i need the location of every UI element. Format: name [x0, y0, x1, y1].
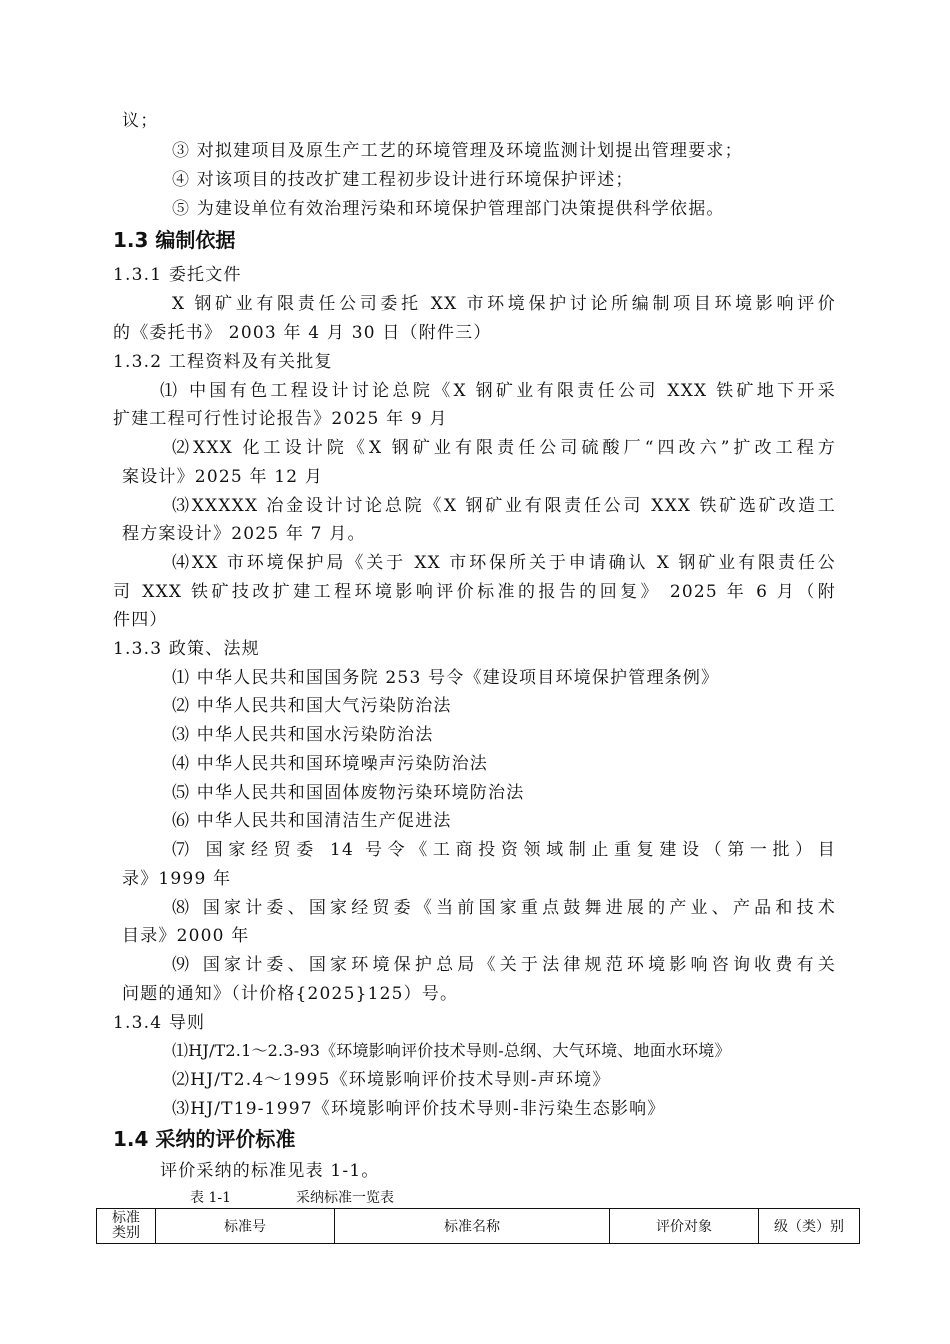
text-line: 评价采纳的标准见表 1-1。: [160, 1161, 380, 1181]
table-caption-number: 表 1-1: [190, 1190, 231, 1206]
list-item: ⑵HJ/T2.4～1995《环境影响评价技术导则-声环境》: [172, 1070, 611, 1090]
list-item: ⑻ 国家计委、国家经贸委《当前国家重点鼓舞进展的产业、产品和技术: [172, 898, 836, 918]
table-caption-title: 采纳标准一览表: [296, 1190, 394, 1206]
list-item: ⑺ 国家经贸委 14 号令《工商投资领域制止重复建设（第一批）目: [172, 840, 836, 860]
text-line: 程方案设计》2025 年 7 月。: [122, 524, 366, 544]
text-line: X 钢矿业有限责任公司委托 XX 市环境保护讨论所编制项目环境影响评价: [172, 294, 836, 314]
text-line: ④ 对该项目的技改扩建工程初步设计进行环境保护评述；: [172, 170, 634, 190]
text-line: 录》1999 年: [122, 869, 232, 889]
text-line: 问题的通知》（计价格{2025}125）号。: [122, 984, 459, 1004]
section-heading: 1.3 编制依据: [113, 228, 236, 252]
text-line: ⑶XXXXX 冶金设计讨论总院《X 钢矿业有限责任公司 XXX 铁矿选矿改造工: [172, 496, 836, 516]
section-heading: 1.4 采纳的评价标准: [113, 1127, 296, 1151]
text-line: ⑷XX 市环境保护局《关于 XX 市环保所关于申请确认 X 钢矿业有限责任公: [172, 553, 836, 573]
text-line: 件四）: [113, 610, 168, 630]
list-item: ⑼ 国家计委、国家环境保护总局《关于法律规范环境影响咨询收费有关: [172, 955, 836, 975]
text-line: 的《委托书》 2003 年 4 月 30 日（附件三）: [113, 323, 492, 343]
text-line: 议；: [122, 111, 159, 131]
list-item: ⑹ 中华人民共和国清洁生产促进法: [172, 811, 452, 831]
text-line: ⑴ 中国有色工程设计讨论总院《X 钢矿业有限责任公司 XXX 铁矿地下开采: [160, 381, 836, 401]
subsection-heading: 1.3.2 工程资料及有关批复: [113, 352, 333, 372]
table-header-row: [97, 1209, 860, 1244]
header-standard-number: 标准号: [156, 1209, 335, 1244]
text-line: ⑵XXX 化工设计院《X 钢矿业有限责任公司硫酸厂“四改六”扩改工程方: [172, 438, 836, 458]
header-category-line-1: 标准: [112, 1210, 140, 1226]
header-evaluation-object: 评价对象: [610, 1209, 759, 1244]
subsection-heading: 1.3.4 导则: [113, 1013, 206, 1033]
text-line: 扩建工程可行性讨论报告》2025 年 9 月: [113, 409, 448, 429]
header-standard-category: [97, 1209, 156, 1244]
text-line: ③ 对拟建项目及原生产工艺的环境管理及环境监测计划提出管理要求；: [172, 141, 743, 161]
header-category-line-2: 类别: [112, 1225, 140, 1241]
list-item: ⑷ 中华人民共和国环境噪声污染防治法: [172, 754, 489, 774]
list-item: ⑴HJ/T2.1～2.3-93《环境影响评价技术导则-总纲、大气环境、地面水环境》: [172, 1041, 731, 1060]
standards-table: [96, 1208, 860, 1244]
list-item: ⑸ 中华人民共和国固体废物污染环境防治法: [172, 783, 525, 803]
text-line: 司 XXX 铁矿技改扩建工程环境影响评价标准的报告的回复》 2025 年 6 月（附: [113, 582, 836, 602]
list-item: ⑴ 中华人民共和国国务院 253 号令《建设项目环境保护管理条例》: [172, 668, 720, 688]
text-line: ⑤ 为建设单位有效治理污染和环境保护管理部门决策提供科学依据。: [172, 199, 725, 219]
header-grade-class: 级（类）别: [759, 1209, 860, 1244]
subsection-heading: 1.3.3 政策、法规: [113, 639, 260, 659]
list-item: ⑵ 中华人民共和国大气污染防治法: [172, 696, 452, 716]
text-line: 案设计》2025 年 12 月: [122, 467, 324, 487]
header-standard-name: 标准名称: [335, 1209, 610, 1244]
list-item: ⑶ 中华人民共和国水污染防治法: [172, 725, 434, 745]
subsection-heading: 1.3.1 委托文件: [113, 265, 242, 285]
text-line: 目录》2000 年: [122, 926, 250, 946]
list-item: ⑶HJ/T19-1997《环境影响评价技术导则-非污染生态影响》: [172, 1099, 666, 1119]
